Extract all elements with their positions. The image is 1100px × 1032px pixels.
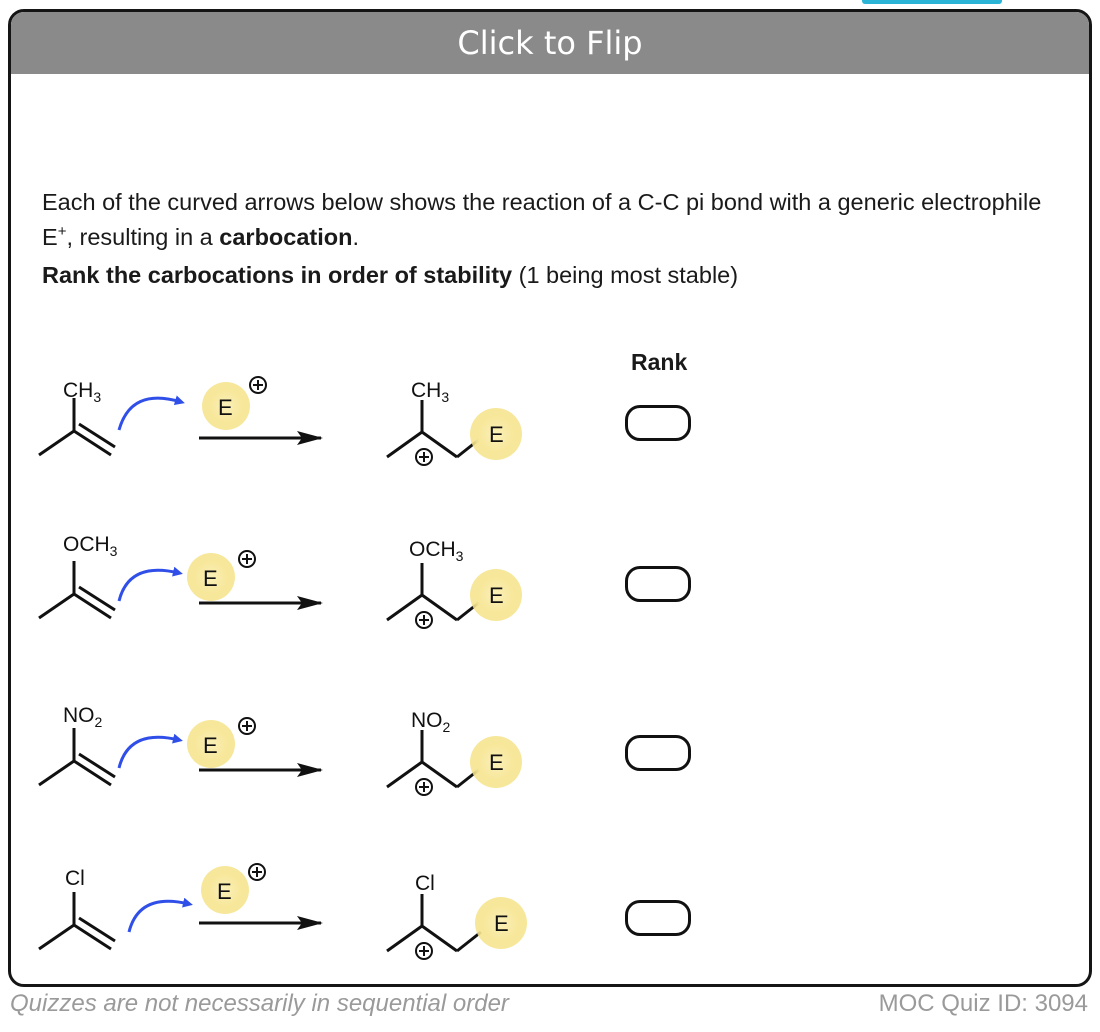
flashcard[interactable]: [8, 9, 1092, 987]
instruction-rest: (1 being most stable): [512, 262, 739, 288]
electrophile-label: E: [217, 879, 232, 904]
plus-charge-icon: [239, 718, 255, 734]
substituent-label: $NO_2$: [411, 709, 451, 735]
carbocation-structure: [387, 538, 481, 628]
product-electrophile-label: E: [489, 750, 504, 775]
rank-input-4[interactable]: [625, 900, 691, 936]
substituent-label: $CH_3$: [63, 379, 102, 405]
rank-input-2[interactable]: [625, 566, 691, 602]
curved-arrow-icon: [119, 398, 181, 430]
electrophile-label: E: [203, 566, 218, 591]
alkene-structure: [39, 379, 115, 455]
sequence-note: Quizzes are not necessarily in sequential order: [10, 990, 509, 1017]
carbocation-structure: [387, 709, 481, 795]
rank-input-1[interactable]: [625, 405, 691, 441]
carbocation-structure: [387, 872, 481, 959]
intro-text-2: , resulting in a: [66, 223, 220, 250]
intro-end: .: [352, 223, 360, 250]
rank-column-header: Rank: [631, 349, 688, 375]
top-tab-accent: [862, 0, 1002, 4]
click-to-flip-button[interactable]: Click to Flip: [11, 12, 1089, 74]
curved-arrow-icon: [129, 901, 189, 932]
intro-bold: carbocation: [219, 223, 353, 250]
product-electrophile-label: E: [494, 911, 509, 936]
alkene-structure: [39, 533, 118, 618]
reaction-row-2: [39, 533, 522, 628]
electrophile-label: E: [203, 733, 218, 758]
plus-charge-icon: [239, 551, 255, 567]
instruction-bold: Rank the carbocations in order of stability: [42, 262, 513, 288]
electrophile-label: E: [218, 395, 233, 420]
alkene-structure: [39, 867, 115, 949]
intro-superscript: +: [57, 223, 67, 240]
product-electrophile-label: E: [489, 422, 504, 447]
quiz-id: MOC Quiz ID: 3094: [878, 990, 1088, 1017]
plus-charge-icon: [250, 377, 266, 393]
reaction-scheme: [11, 12, 1089, 984]
substituent-label: $NO_2$: [63, 704, 103, 730]
intro-text: Each of the curved arrows below shows the reaction of a C-C pi bond with a generic electrophile E: [42, 189, 1042, 250]
substituent-label: $CH_3$: [411, 379, 450, 405]
curved-arrow-icon: [119, 737, 179, 768]
substituent-label: Cl: [415, 872, 435, 895]
substituent-label: $OCH_3$: [63, 533, 118, 559]
plus-charge-icon: [249, 864, 265, 880]
carbocation-structure: [387, 379, 481, 465]
alkene-structure: [39, 704, 115, 785]
reaction-row-3: [39, 704, 522, 795]
reaction-row-4: [39, 864, 527, 959]
substituent-label: Cl: [65, 867, 85, 890]
substituent-label: $OCH_3$: [409, 538, 464, 564]
reaction-row-1: [39, 377, 522, 465]
rank-input-3[interactable]: [625, 735, 691, 771]
curved-arrow-icon: [119, 570, 179, 601]
product-electrophile-label: E: [489, 583, 504, 608]
